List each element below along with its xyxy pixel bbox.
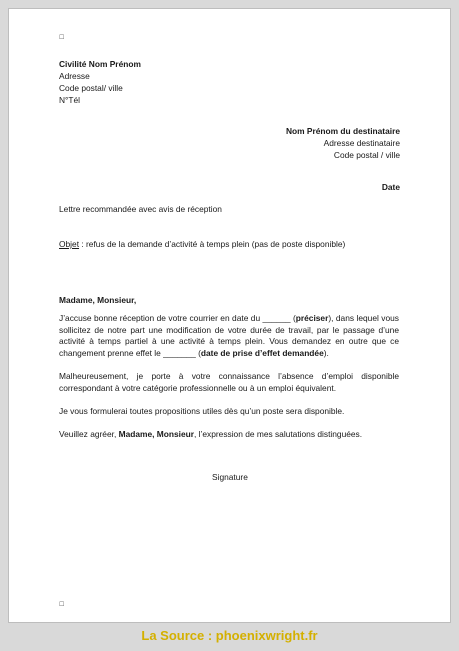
paragraph1-text-a: J’accuse bonne réception de votre courrier en date du ______ ( (59, 313, 296, 323)
subject-label: Objet (59, 239, 80, 249)
paragraph-unavailability: Malheureusement, je porte à votre connaissance l’absence d’emploi disponible correspondant à votre catégorie professionnelle ou à un emploi équivalent. (59, 371, 399, 393)
recipient-name: Nom Prénom du destinataire (285, 126, 400, 136)
sender-name: Civilité Nom Prénom (59, 59, 141, 69)
paragraph-acknowledgement (59, 313, 399, 359)
letter-page (8, 8, 451, 623)
page-marker-top: ☐ (59, 35, 65, 41)
sender-city: Code postal/ ville (59, 83, 123, 93)
page-marker-bottom: ☐ (59, 602, 65, 608)
recipient-city: Code postal / ville (333, 150, 400, 160)
closing-text-a: Veuillez agréer, (59, 429, 119, 439)
paragraph1-bold-a: préciser (295, 313, 329, 323)
paragraph1-text-c: ). (323, 347, 329, 358)
paragraph1-text-b: ), dans lequel vous sollicitez de notre part une modification de votre durée de travail, par le passage d’une activité à temps partiel à une activité à temps plein. Vous demandez en outre que ce changement prenne effet le _______ ( (59, 313, 399, 358)
subject-text: : refus de la demande d’activité à temps plein (pas de poste disponible) (79, 239, 346, 249)
paragraph-proposals: Je vous formulerai toutes propositions utiles dès qu’un poste sera disponible. (59, 406, 345, 416)
closing-text-b: , l’expression de mes salutations distinguées. (194, 429, 363, 439)
sender-phone: N°Tél (59, 95, 81, 105)
closing-line (59, 429, 362, 441)
date-label: Date (381, 182, 400, 192)
subject-line (59, 239, 345, 251)
source-footer: La Source : phoenixwright.fr (141, 628, 318, 643)
paragraph1-bold-b: date de prise d’effet demandée (200, 347, 324, 358)
registered-mail-line: Lettre recommandée avec avis de réception (59, 204, 222, 214)
sender-address: Adresse (59, 71, 90, 81)
recipient-address: Adresse destinataire (323, 138, 400, 148)
salutation: Madame, Monsieur, (59, 295, 137, 305)
signature-label: Signature (212, 472, 248, 482)
closing-bold: Madame, Monsieur (118, 429, 194, 439)
